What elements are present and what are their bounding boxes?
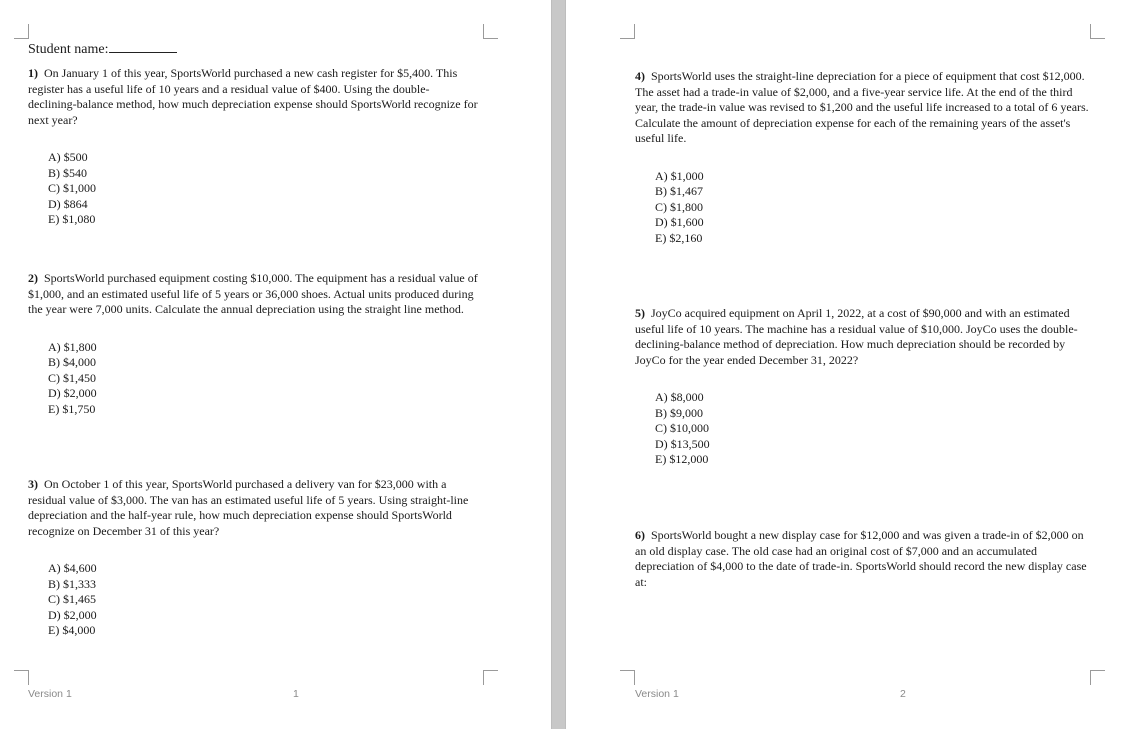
answer-option[interactable]: C) $1,450 [48,370,96,385]
answer-options [635,390,1093,468]
question-4 [635,69,1093,246]
question-text: SportsWorld uses the straight-line depreciation for a piece of equipment that cost $12,000. The asset had a trade-in value of $2,000, and a five-year service life. At the end of the third year, the trade-in value was revised to $1,200 and the useful life increased to a total of 6 years. Calculate the amount of depreciation expense for each of the remaining years of the asset's useful life. [635,69,1089,146]
question-number: 2) [28,271,38,285]
answer-option[interactable]: C) $1,800 [655,199,703,214]
crop-mark-top-left [14,24,29,39]
question-2 [28,271,483,417]
footer-page-number: 1 [293,688,299,700]
answer-options [28,150,478,228]
footer-page-number: 2 [900,688,906,700]
answer-option[interactable]: C) $1,000 [48,181,96,196]
answer-option[interactable]: E) $2,160 [655,230,703,245]
answer-option[interactable]: B) $540 [48,165,87,180]
footer-version: Version 1 [28,688,72,700]
answer-option[interactable]: B) $1,333 [48,576,96,591]
page-gutter [551,0,566,729]
answer-option[interactable]: B) $1,467 [655,184,703,199]
question-number: 6) [635,528,645,542]
crop-mark-top-right [483,24,498,39]
answer-option[interactable]: E) $1,080 [48,212,96,227]
question-5 [635,306,1093,468]
question-text: On January 1 of this year, SportsWorld purchased a new cash register for $5,400. This register has a useful life of 10 years and a residual value of $400. Using the double-declining-balance method, how much depreciation expense should SportsWorld recognize for next year? [28,66,478,127]
answer-option[interactable]: D) $2,000 [48,607,97,622]
student-name-label: Student name: [28,42,109,57]
question-text: SportsWorld bought a new display case for $12,000 and was given a trade-in of $2,000 on an old display case. The old case had an original cost of $7,000 and an accumulated depreciation of $4,000 to the date of trade-in. SportsWorld should record the new display case at: [635,528,1087,589]
crop-mark-bottom-right [1090,670,1105,685]
answer-option[interactable]: A) $500 [48,150,88,165]
question-number: 4) [635,69,645,83]
answer-option[interactable]: D) $13,500 [655,436,710,451]
answer-option[interactable]: B) $9,000 [655,405,703,420]
answer-options [28,561,483,639]
document-page-1 [0,0,551,729]
crop-mark-top-left [620,24,635,39]
answer-option[interactable]: E) $12,000 [655,452,709,467]
question-text: On October 1 of this year, SportsWorld purchased a delivery van for $23,000 with a residual value of $3,000. The van has an estimated useful life of 5 years. Using straight-line depreciation and the half-year rule, how much depreciation expense should SportsWorld recognize on December 31 of this year? [28,477,469,538]
question-3 [28,477,483,639]
answer-option[interactable]: D) $2,000 [48,386,97,401]
answer-option[interactable]: B) $4,000 [48,355,96,370]
student-name-blank-line[interactable] [109,39,177,53]
answer-option[interactable]: C) $1,465 [48,592,96,607]
question-text: JoyCo acquired equipment on April 1, 2022, at a cost of $90,000 and with an estimated useful life of 10 years. The machine has a residual value of $10,000. JoyCo uses the double-declining-balance method of depreciation. How much depreciation should be recorded by JoyCo for the year ended December 31, 2022? [635,306,1078,367]
crop-mark-bottom-right [483,670,498,685]
answer-option[interactable]: D) $864 [48,196,88,211]
student-name-field[interactable] [28,39,177,58]
answer-option[interactable]: C) $10,000 [655,421,709,436]
question-number: 1) [28,66,38,80]
footer-version: Version 1 [635,688,679,700]
question-text: SportsWorld purchased equipment costing $10,000. The equipment has a residual value of $1,000, and an estimated useful life of 5 years or 36,000 shoes. Actual units produced during the year were 7,000 units. Calculate the annual depreciation using the straight line method. [28,271,478,317]
answer-option[interactable]: A) $8,000 [655,390,704,405]
answer-option[interactable]: A) $1,800 [48,339,97,354]
question-number: 3) [28,477,38,491]
question-6 [635,528,1093,590]
answer-options [635,169,1093,247]
crop-mark-bottom-left [620,670,635,685]
crop-mark-top-right [1090,24,1105,39]
answer-option[interactable]: A) $1,000 [655,168,704,183]
answer-option[interactable]: E) $1,750 [48,401,96,416]
answer-option[interactable]: E) $4,000 [48,623,96,638]
answer-option[interactable]: A) $4,600 [48,561,97,576]
answer-options [28,340,483,418]
question-number: 5) [635,306,645,320]
document-page-2 [566,0,1132,729]
crop-mark-bottom-left [14,670,29,685]
answer-option[interactable]: D) $1,600 [655,215,704,230]
question-1 [28,66,478,228]
